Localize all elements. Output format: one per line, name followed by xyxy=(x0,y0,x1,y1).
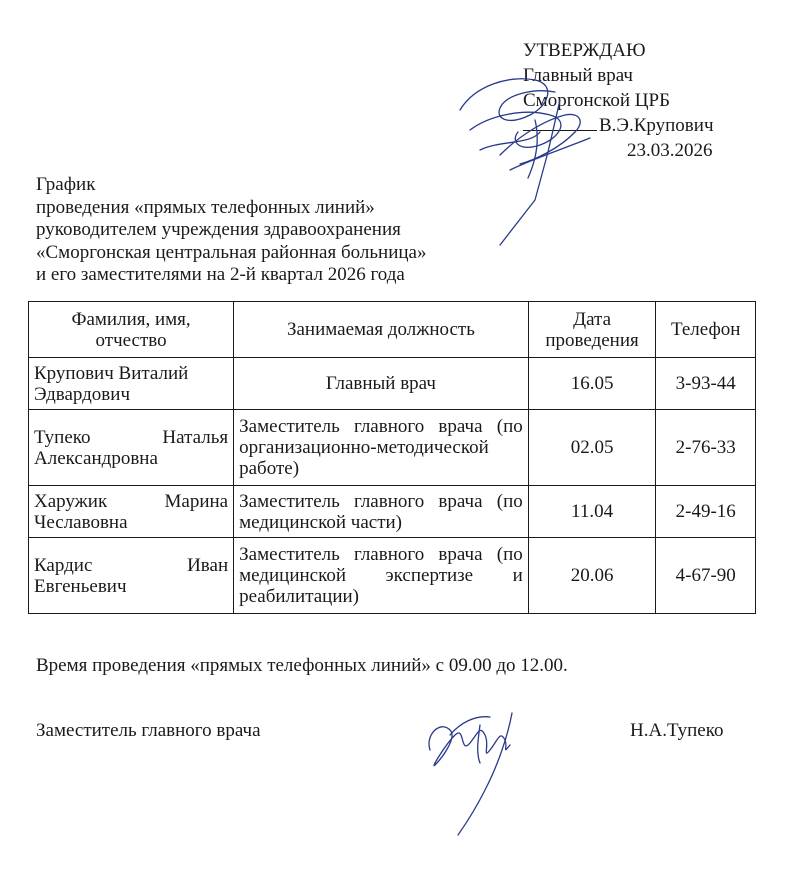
approval-block xyxy=(523,38,743,163)
row-position: Заместитель главного врача (по медицинской экспертизе и реабилитации) xyxy=(234,538,529,614)
row-name: Кардис Иван Евгеньевич xyxy=(29,538,234,614)
header-position: Занимаемая должность xyxy=(234,302,529,358)
row-phone: 2-76-33 xyxy=(656,410,756,486)
heading-line5: и его заместителями на 2-й квартал 2026 года xyxy=(36,264,405,285)
row-position: Главный врач xyxy=(234,358,529,410)
row-phone: 4-67-90 xyxy=(656,538,756,614)
row-phone: 3-93-44 xyxy=(656,358,756,410)
heading-line3: руководителем учреждения здравоохранения xyxy=(36,219,401,240)
heading-line4: «Сморгонская центральная районная больница» xyxy=(36,241,427,263)
table-row xyxy=(29,358,756,410)
heading-line2: проведения «прямых телефонных линий» xyxy=(36,196,375,218)
heading-line1: График xyxy=(36,174,96,195)
footer-signature xyxy=(420,705,530,840)
row-date: 02.05 xyxy=(528,410,656,486)
time-note: Время проведения «прямых телефонных линий» с 09.00 до 12.00. xyxy=(36,655,568,676)
header-date: Дата проведения xyxy=(528,302,656,358)
row-name: Крупович Виталий Эдвардович xyxy=(29,358,234,410)
footer-signer-position: Заместитель главного врача xyxy=(36,720,261,741)
row-name: Тупеко Наталья Александровна xyxy=(29,410,234,486)
header-name: Фамилия, имя, отчество xyxy=(29,302,234,358)
approval-title: УТВЕРЖДАЮ xyxy=(523,40,646,61)
row-date: 20.06 xyxy=(528,538,656,614)
header-phone: Телефон xyxy=(656,302,756,358)
schedule-table xyxy=(28,301,756,614)
table-header-row xyxy=(29,302,756,358)
approval-name: В.Э.Крупович xyxy=(599,115,714,136)
signature-line xyxy=(523,130,597,131)
approval-position-line1: Главный врач xyxy=(523,65,633,86)
approval-signature-row xyxy=(523,113,743,138)
table-row xyxy=(29,486,756,538)
row-position: Заместитель главного врача (по медицинской части) xyxy=(234,486,529,538)
document-heading xyxy=(36,174,516,287)
row-position: Заместитель главного врача (по организационно-методической работе) xyxy=(234,410,529,486)
row-phone: 2-49-16 xyxy=(656,486,756,538)
table-row xyxy=(29,538,756,614)
row-name: Харужик Марина Чеславовна xyxy=(29,486,234,538)
approval-date: 23.03.2026 xyxy=(627,140,713,161)
row-date: 16.05 xyxy=(528,358,656,410)
approval-position-line2: Сморгонской ЦРБ xyxy=(523,90,670,111)
row-date: 11.04 xyxy=(528,486,656,538)
footer-signer-name: Н.А.Тупеко xyxy=(630,720,724,741)
table-row xyxy=(29,410,756,486)
